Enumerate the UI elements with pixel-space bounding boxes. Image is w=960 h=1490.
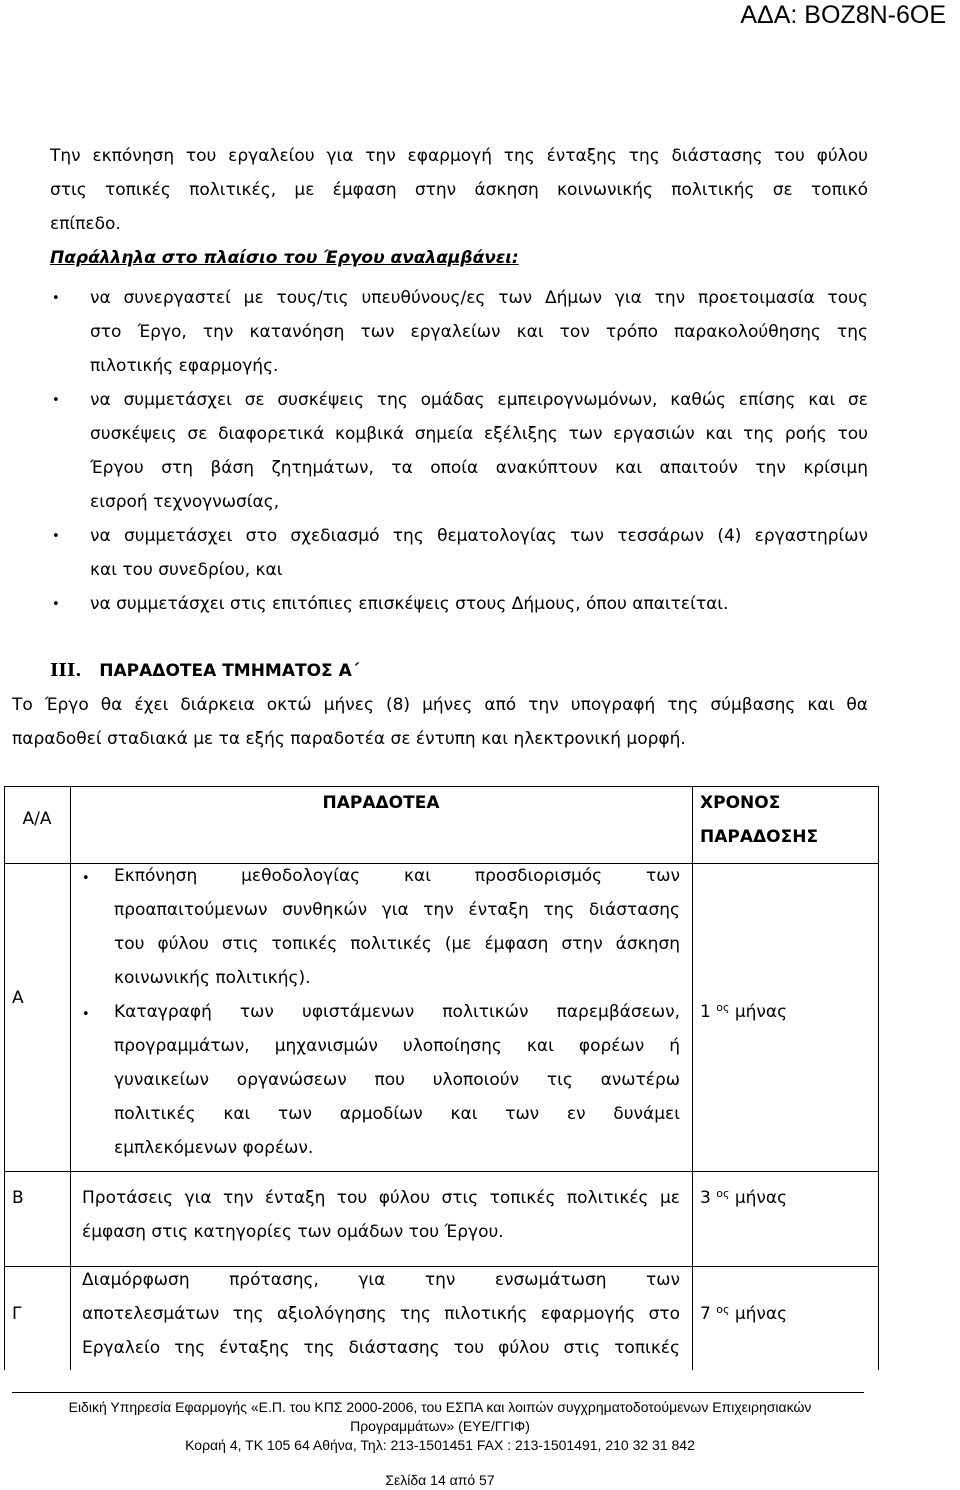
row-a-item-1-line-3: του φύλου στις τοπικές πολιτικές (με έμφαση στην άσκηση <box>114 934 680 954</box>
bullet-2-line-4: εισροή τεχνογνωσίας, <box>90 492 280 512</box>
row-b-line-2: έμφαση στις κατηγορίες των ομάδων του Έργου. <box>82 1222 504 1242</box>
bullet-2-line-3: Έργου στη βάση ζητημάτων, τα οποία ανακύπτουν και απαιτούν την κρίσιμη <box>90 458 868 478</box>
section-text-line-1: Το Έργο θα έχει διάρκεια οκτώ μήνες (8) μήνες από την υπογραφή της σύμβασης και θα <box>12 695 868 715</box>
row-a-item-1-line-2: προαπαιτούμενων συνθηκών για την ένταξη της διάστασης <box>114 900 680 920</box>
row-a-time: 1 $^{o\varsigma}$ μήνας <box>700 1001 788 1022</box>
intro-line-3: επίπεδο. <box>50 214 121 234</box>
bullet-1-line-1: να συνεργαστεί με τους/τις υπευθύνους/ες των Δήμων για την προετοιμασία τους <box>90 288 868 308</box>
bullet-3-line-2: και του συνεδρίου, και <box>90 560 283 580</box>
row-a-item-2-line-3: γυναικείων οργανώσεων που υλοποιούν τις ανωτέρω <box>114 1070 680 1090</box>
bullet-1-line-2: στο Έργο, την κατανόηση των εργαλείων και τον τρόπο παρακολούθησης της <box>90 322 868 342</box>
bullet-icon: • <box>52 597 60 612</box>
header-time-1: ΧΡΟΝΟΣ <box>700 793 781 813</box>
row-a-item-2-line-4: πολιτικές και των αρμοδίων και των εν δυνάμει <box>114 1104 680 1124</box>
footer-line-3: Κοραή 4, ΤΚ 105 64 Αθήνα, Τηλ: 213-1501451 FAX : 213-1501491, 210 32 31 842 <box>185 1437 695 1453</box>
section-title: ΠΑΡΑΔΟΤΕΑ ΤΜΗΜΑΤΟΣ Α΄ <box>99 661 360 681</box>
bullet-icon: • <box>52 291 60 306</box>
bullet-2-line-1: να συμμετάσχει σε συσκέψεις της ομάδας εμπειρογνωμόνων, καθώς επίσης και σε <box>90 390 868 410</box>
section-heading <box>50 654 359 688</box>
bullet-icon: • <box>82 1007 90 1022</box>
page-number: Σελίδα 14 από 57 <box>385 1472 495 1488</box>
row-b-time: 3 $^{o\varsigma}$ μήνας <box>700 1187 788 1208</box>
section-text-line-2: παραδοθεί σταδιακά με τα εξής παραδοτέα σε έντυπη και ηλεκτρονική μορφή. <box>12 729 686 749</box>
row-a-item-1-line-4: κοινωνικής πολιτικής). <box>114 968 311 988</box>
bullet-2-line-2: συσκέψεις σε διαφορετικά κομβικά σημεία εξέλιξης των εργασιών και της ροής του <box>90 424 868 444</box>
bullet-1-line-3: πιλοτικής εφαρμογής. <box>90 356 279 376</box>
bullet-4-line-1: να συμμετάσχει στις επιτόπιες επισκέψεις στους Δήμους, όπου απαιτείται. <box>90 594 729 614</box>
footer-line-1: Ειδική Υπηρεσία Εφαρμογής «Ε.Π. του ΚΠΣ 2000-2006, του ΕΣΠΑ και λοιπών συγχρηματοδοτούμενων Επιχειρησιακών <box>68 1399 812 1415</box>
header-aa: Α/Α <box>22 809 52 829</box>
row-a-item-2-line-2: προγραμμάτων, μηχανισμών υλοποίησης και φορέων ή <box>114 1036 680 1056</box>
header-time-2: ΠΑΡΑΔΟΣΗΣ <box>700 827 819 847</box>
row-c-line-2: αποτελεσμάτων της αξιολόγησης της πιλοτικής εφαρμογής στο <box>82 1304 680 1324</box>
row-c-line-3: Εργαλείο της ένταξης της διάστασης του φύλου στις τοπικές <box>82 1338 680 1358</box>
intro-line-2: στις τοπικές πολιτικές, με έμφαση στην άσκηση κοινωνικής πολιτικής σε τοπικό <box>50 180 868 200</box>
row-c-line-1: Διαμόρφωση πρότασης, για την ενσωμάτωση των <box>82 1270 680 1290</box>
bullet-icon: • <box>82 871 90 886</box>
footer-rule <box>12 1392 864 1393</box>
section-number: III. <box>50 660 82 681</box>
header-deliverables: ΠΑΡΑΔΟΤΕΑ <box>322 793 440 813</box>
row-b-aa: Β <box>12 1188 24 1208</box>
parallel-heading: Παράλληλα στο πλαίσιο του Έργου αναλαμβάνει: <box>50 248 519 268</box>
footer-line-2: Προγραμμάτων» (ΕΥΕ/ΓΓΙΦ) <box>350 1418 530 1434</box>
ada-code: ΑΔΑ: ΒΟΖ8Ν-6ΟΕ <box>740 1 946 29</box>
row-a-item-2-line-5: εμπλεκόμενων φορέων. <box>114 1138 314 1158</box>
row-b-line-1: Προτάσεις για την ένταξη του φύλου στις τοπικές πολιτικές με <box>82 1188 680 1208</box>
intro-line-1: Την εκπόνηση του εργαλείου για την εφαρμογή της ένταξης της διάστασης του φύλου <box>50 146 868 166</box>
row-a-item-1-line-1: Εκπόνηση μεθοδολογίας και προσδιορισμός των <box>114 866 680 886</box>
bullet-3-line-1: να συμμετάσχει στο σχεδιασμό της θεματολογίας των τεσσάρων (4) εργαστηρίων <box>90 526 868 546</box>
row-a-aa: Α <box>12 988 24 1008</box>
bullet-icon: • <box>52 393 60 408</box>
deliverables-table <box>4 786 878 1370</box>
row-c-time: 7 $^{o\varsigma}$ μήνας <box>700 1303 788 1324</box>
row-a-item-2-line-1: Καταγραφή των υφιστάμενων πολιτικών παρεμβάσεων, <box>114 1002 680 1022</box>
bullet-icon: • <box>52 529 60 544</box>
row-c-aa: Γ <box>12 1304 22 1324</box>
